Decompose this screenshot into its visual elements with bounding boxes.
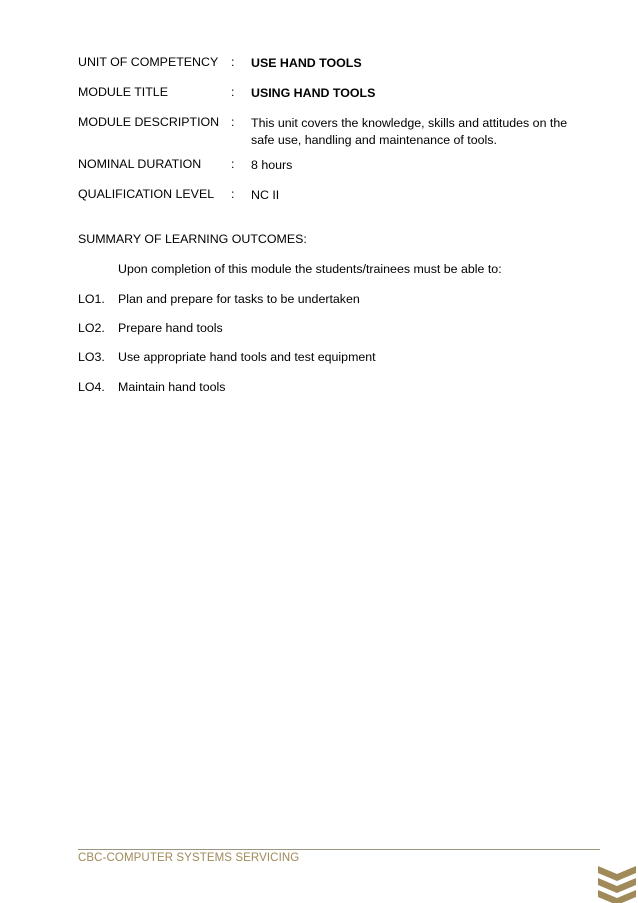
learning-outcome-item <box>78 292 360 306</box>
field-value: NC II <box>251 188 280 202</box>
field-separator: : <box>231 115 235 129</box>
field-label: NOMINAL DURATION <box>78 157 202 171</box>
chevron-stack-icon <box>596 858 638 903</box>
summary-intro: Upon completion of this module the students/trainees must be able to: <box>118 262 502 276</box>
field-label: MODULE DESCRIPTION <box>78 115 220 129</box>
field-value: This unit covers the knowledge, skills and attitudes on the safe use, handling and maintenance of tools. <box>251 116 568 147</box>
outcome-text: Maintain hand tools <box>118 380 226 394</box>
learning-outcome-item <box>78 350 376 364</box>
outcome-text: Plan and prepare for tasks to be undertaken <box>118 292 360 306</box>
field-value: 8 hours <box>251 158 293 172</box>
field-label: UNIT OF COMPETENCY <box>78 55 219 69</box>
outcome-code: LO3. <box>78 350 105 364</box>
outcome-text: Prepare hand tools <box>118 321 223 335</box>
footer-title: CBC-COMPUTER SYSTEMS SERVICING <box>78 852 300 864</box>
field-separator: : <box>231 55 235 69</box>
outcome-code: LO2. <box>78 321 105 335</box>
field-label: MODULE TITLE <box>78 85 168 99</box>
footer-divider <box>78 849 600 850</box>
summary-heading: SUMMARY OF LEARNING OUTCOMES: <box>78 232 307 246</box>
field-value: USING HAND TOOLS <box>251 86 376 100</box>
outcome-text: Use appropriate hand tools and test equipment <box>118 350 376 364</box>
field-separator: : <box>231 187 235 201</box>
outcome-code: LO1. <box>78 292 105 306</box>
chevron-shape <box>598 866 636 881</box>
field-value: USE HAND TOOLS <box>251 56 362 70</box>
field-label: QUALIFICATION LEVEL <box>78 187 215 201</box>
field-separator: : <box>231 85 235 99</box>
learning-outcome-item <box>78 380 225 394</box>
outcome-code: LO4. <box>78 380 105 394</box>
field-separator: : <box>231 157 235 171</box>
learning-outcome-item <box>78 321 223 335</box>
